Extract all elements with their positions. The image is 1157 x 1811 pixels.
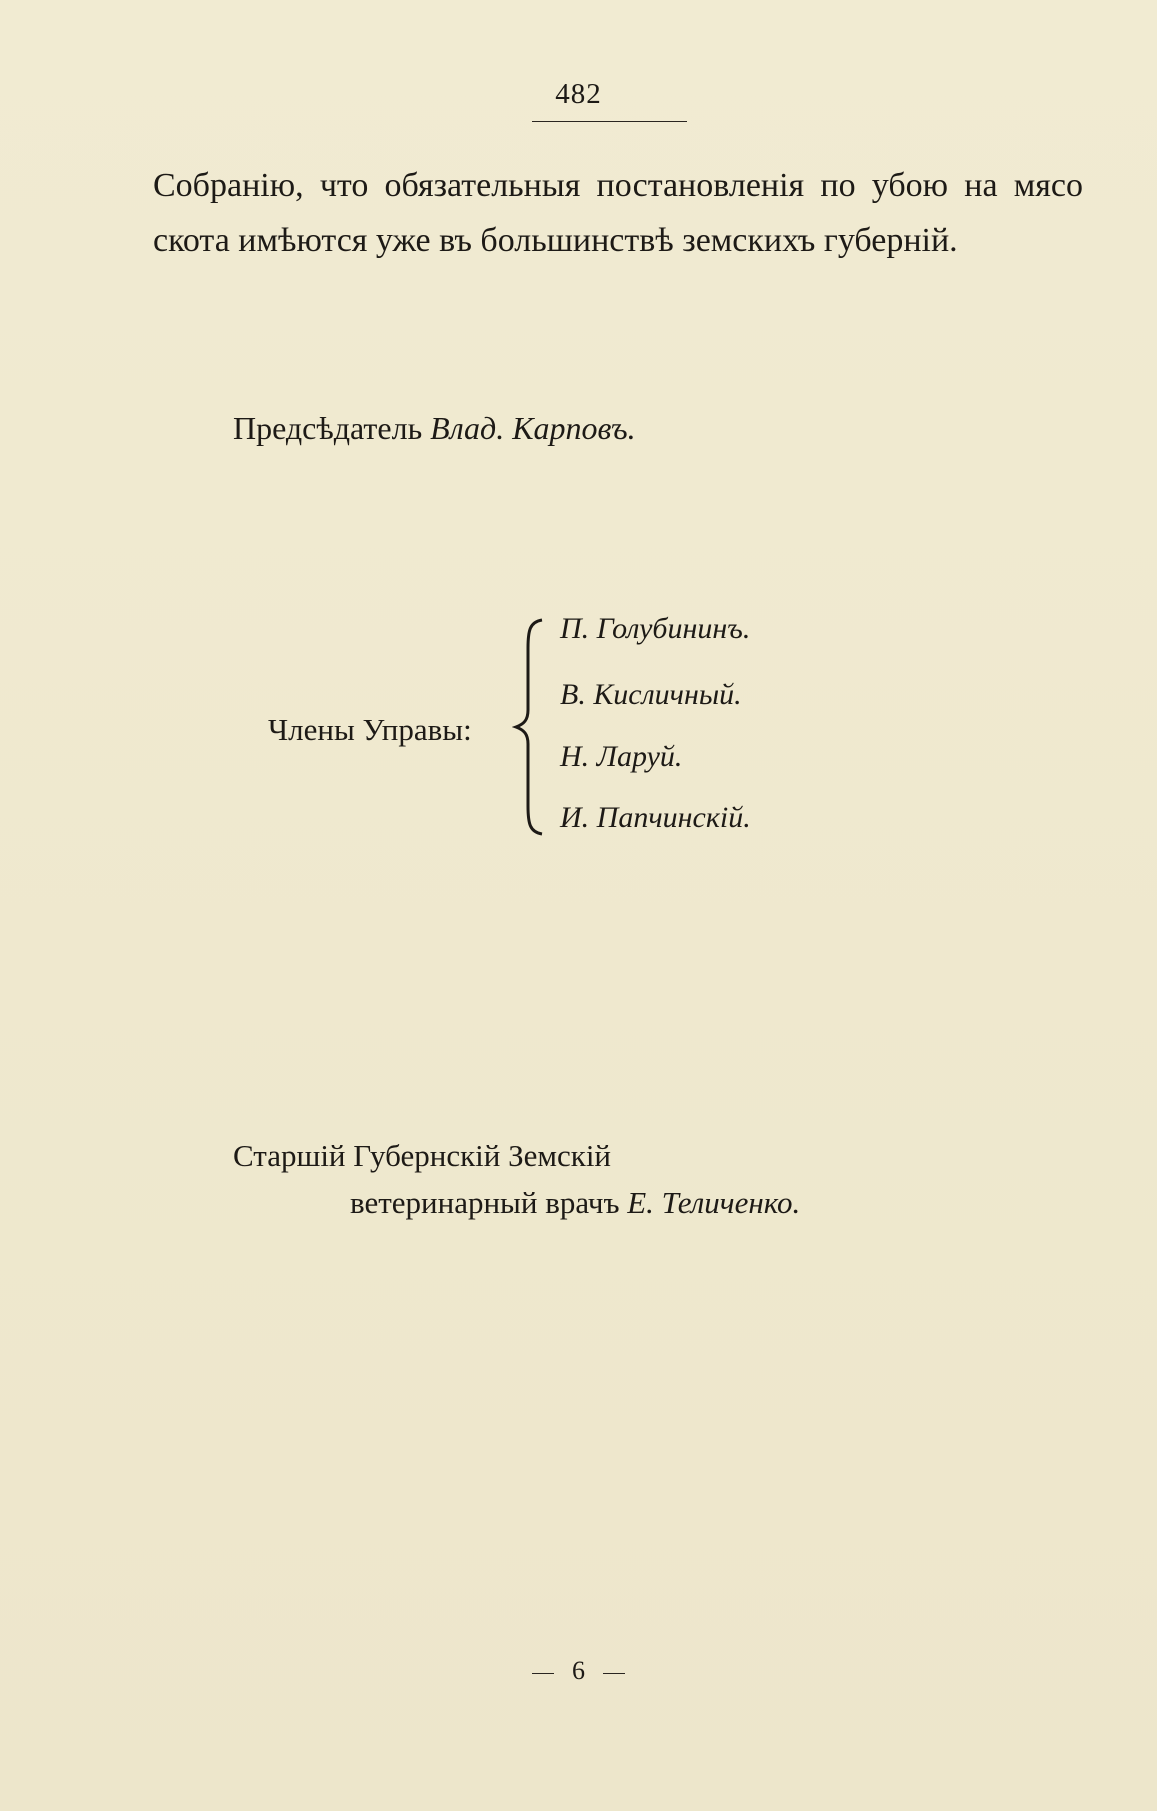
chairman-line bbox=[233, 410, 636, 447]
footer-number: 6 bbox=[572, 1656, 585, 1685]
member-name: И. Папчинскій. bbox=[560, 801, 751, 834]
chairman-title: Предсѣдатель bbox=[233, 410, 423, 446]
body-paragraph: Собранію, что обязательныя постановленія по убою на мясо скота имѣются уже въ большинствѣ земскихъ губерній. bbox=[153, 167, 1083, 259]
member-name: В. Кисличный. bbox=[560, 678, 742, 711]
member-name: Н. Ларуй. bbox=[560, 740, 683, 773]
veterinarian-line bbox=[350, 1185, 800, 1221]
veterinarian-title: Старшій Губернскій Земскій bbox=[233, 1138, 612, 1173]
page-number: 482 bbox=[555, 78, 602, 110]
chairman-name: Влад. Карповъ. bbox=[430, 410, 636, 446]
header-rule bbox=[532, 121, 687, 122]
veterinarian-name: Е. Теличенко. bbox=[627, 1185, 801, 1220]
curly-brace bbox=[512, 618, 548, 836]
footer-dash-right bbox=[603, 1673, 625, 1674]
footer-dash-left bbox=[532, 1673, 554, 1674]
members-label: Члены Управы: bbox=[268, 712, 472, 747]
footer-page-number bbox=[0, 1656, 1157, 1686]
member-name: П. Голубининъ. bbox=[560, 612, 751, 645]
veterinarian-position: ветеринарный врачъ bbox=[350, 1185, 620, 1220]
